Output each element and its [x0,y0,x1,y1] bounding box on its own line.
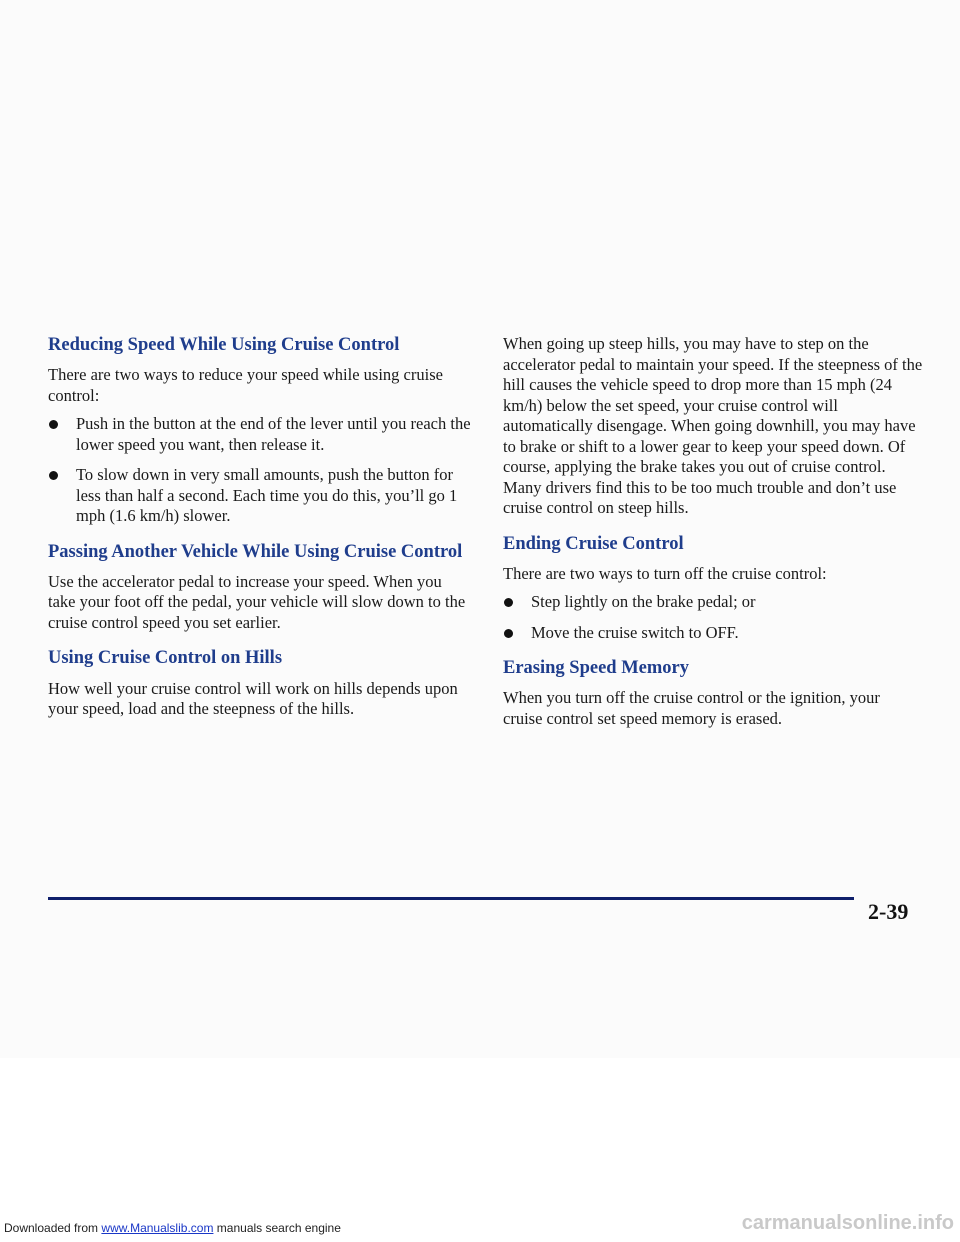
paragraph-erasing: When you turn off the cruise control or the ignition, your cruise control set speed memory is erased. [503,688,880,728]
download-footer [4,1221,341,1235]
paragraph-hills: How well your cruise control will work on hills depends upon your speed, load and the steepness of the hills. [48,678,458,719]
heading-erasing-memory: Erasing Speed Memory [503,658,690,679]
heading-ending-cruise: Ending Cruise Control [503,533,684,554]
watermark-text: carmanualsonline.info [741,1212,954,1234]
footer-rule [48,897,854,900]
left-column [48,334,472,728]
list-item: Move the cruise switch to OFF. [503,623,923,644]
footer-prefix: Downloaded from [4,1221,99,1235]
list-item: Step lightly on the brake pedal; or [503,592,923,613]
page-number: 2-39 [868,899,909,924]
paragraph-steep-hills: When going up steep hills, you may have to step on the accelerator pedal to maintain your speed. If the steepness of the hill causes the vehicle speed to drop more than 15 mph (24 km/h) below the set speed, your cruise control will automatically disengage. When going downhill, you may have to brake or shift to a lower gear to keep your speed down. Of course, applying the brake takes you out of cruise control. Many drivers find this to be too much trouble and don’t use cruise control on steep hills. [503,334,923,517]
heading-hills: Using Cruise Control on Hills [48,648,283,669]
list-item: To slow down in very small amounts, push the button for less than half a second. Each time you do this, you’ll go 1 mph (1.6 km/h) slower. [48,465,472,527]
ending-cruise-list [503,592,923,643]
list-item: Push in the button at the end of the lever until you reach the lower speed you want, then release it. [48,414,472,455]
manualslib-link[interactable]: www.Manualslib.com [101,1221,214,1235]
heading-passing-vehicle: Passing Another Vehicle While Using Cruise Control [48,541,463,562]
paragraph-ending-intro: There are two ways to turn off the cruise control: [503,563,827,583]
paragraph-reduce-intro: There are two ways to reduce your speed while using cruise control: [48,365,443,405]
paragraph-passing: Use the accelerator pedal to increase your speed. When you take your foot off the pedal, your vehicle will slow down to the cruise control speed you set earlier. [48,571,466,632]
heading-reducing-speed: Reducing Speed While Using Cruise Control [48,335,400,355]
footer-suffix: manuals search engine [216,1221,341,1235]
right-column [503,334,923,737]
reduce-speed-list [48,414,472,527]
